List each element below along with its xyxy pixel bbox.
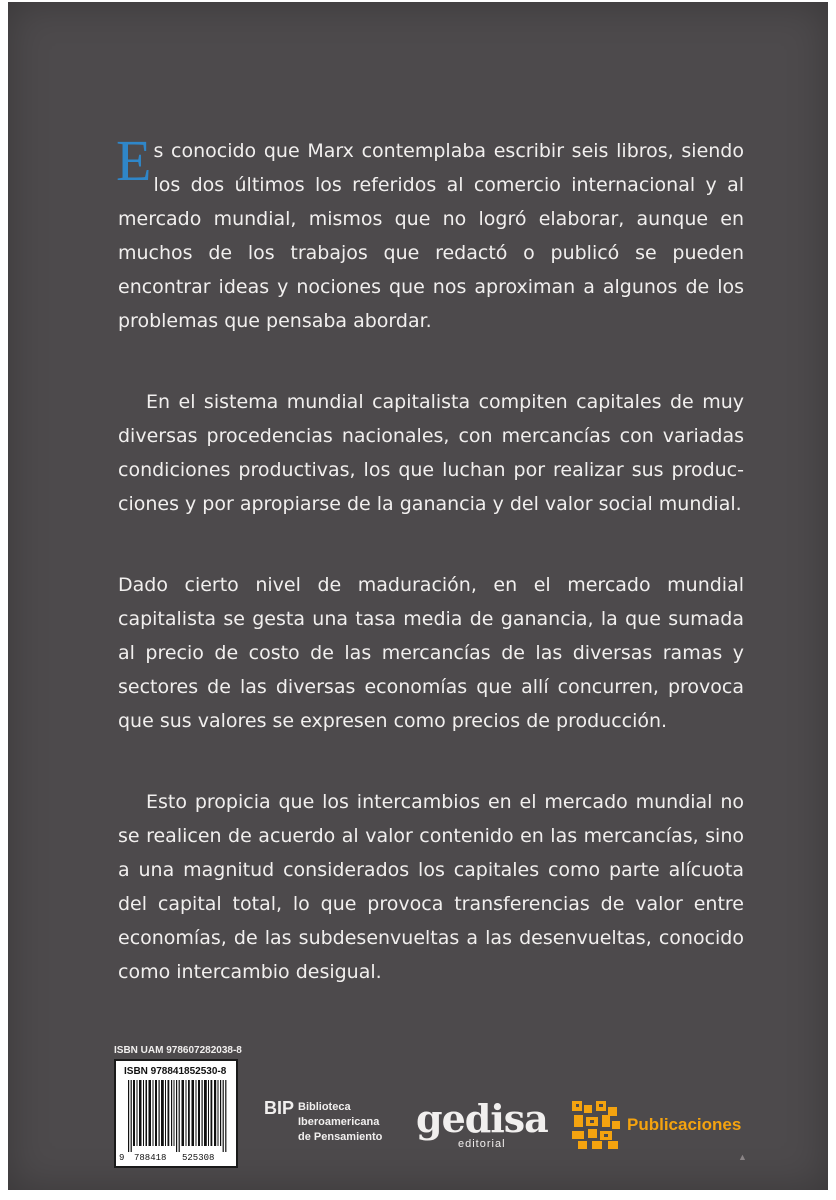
paragraph-2: En el sistema mundial capitalista compiten capitales de muy diversas procedencias nacionales, con mercancías con variadas condiciones productivas, los que luchan por realizar sus producciones y por apropiarse de la ganancia y del valor social mundial. — [118, 391, 744, 515]
isbn-uam-label: ISBN UAM 978607282038-8 — [114, 1045, 242, 1056]
barcode-block — [114, 1059, 238, 1168]
barcode-icon — [128, 1080, 228, 1152]
isbn-label: ISBN 978841852530-8 — [124, 1066, 227, 1077]
bip-line-3: de Pensamiento — [298, 1131, 383, 1143]
bip-mark: BIP — [264, 1098, 295, 1118]
corner-mark-icon: ▲ — [738, 1152, 747, 1162]
bip-text — [298, 1100, 418, 1145]
barcode-digit-prefix: 9 — [119, 1153, 125, 1163]
paragraph-1 — [116, 128, 744, 338]
paragraph-4: Esto propicia que los intercambios en el mercado mundial no se realicen de acuerdo al valor contenido en las mercancías, sino a una magnitud considerados los capitales como parte alícuota del capital total, lo que provoca transferencias de valor entre economías, de las subdesenvueltas a las desenvueltas, conocido como intercambio desigual. — [118, 791, 744, 983]
synopsis-text — [116, 128, 744, 1036]
paragraph-1-text: s conocido que Marx contemplaba escribir seis libros, siendo los dos últimos los referidos al comercio internacional y al mercado mundial, mismos que no logró elaborar, aunque en muchos de los trabajos que redactó o publicó se pueden encontrar ideas y nociones que nos aproximan a algunos de los problemas que pensaba abordar. — [118, 140, 744, 332]
gedisa-name: gedisa — [416, 1096, 548, 1141]
publicaciones-label: Publicaciones — [627, 1115, 742, 1134]
drop-cap: E — [116, 128, 152, 193]
barcode-digits — [116, 1153, 236, 1165]
paragraph-3: Dado cierto nivel de maduración, en el mercado mundial capitalista se gesta una tasa media de ganancia, la que sumada al precio de costo de las mercancías de las diversas ramas y sectores de las diversas economías que allí concurren, provoca que sus valores se expresen como precios de producción. — [118, 574, 744, 732]
uam-emblem-icon — [570, 1099, 622, 1151]
barcode-digit-group-2: 525308 — [182, 1153, 215, 1163]
gedisa-logo — [416, 1096, 548, 1150]
bip-line-2: Iberoamericana — [298, 1116, 380, 1128]
bip-line-1: Biblioteca — [298, 1101, 351, 1113]
gedisa-subtitle: editorial — [458, 1138, 506, 1150]
back-cover — [8, 2, 828, 1190]
barcode-digit-group-1: 788418 — [134, 1153, 167, 1163]
